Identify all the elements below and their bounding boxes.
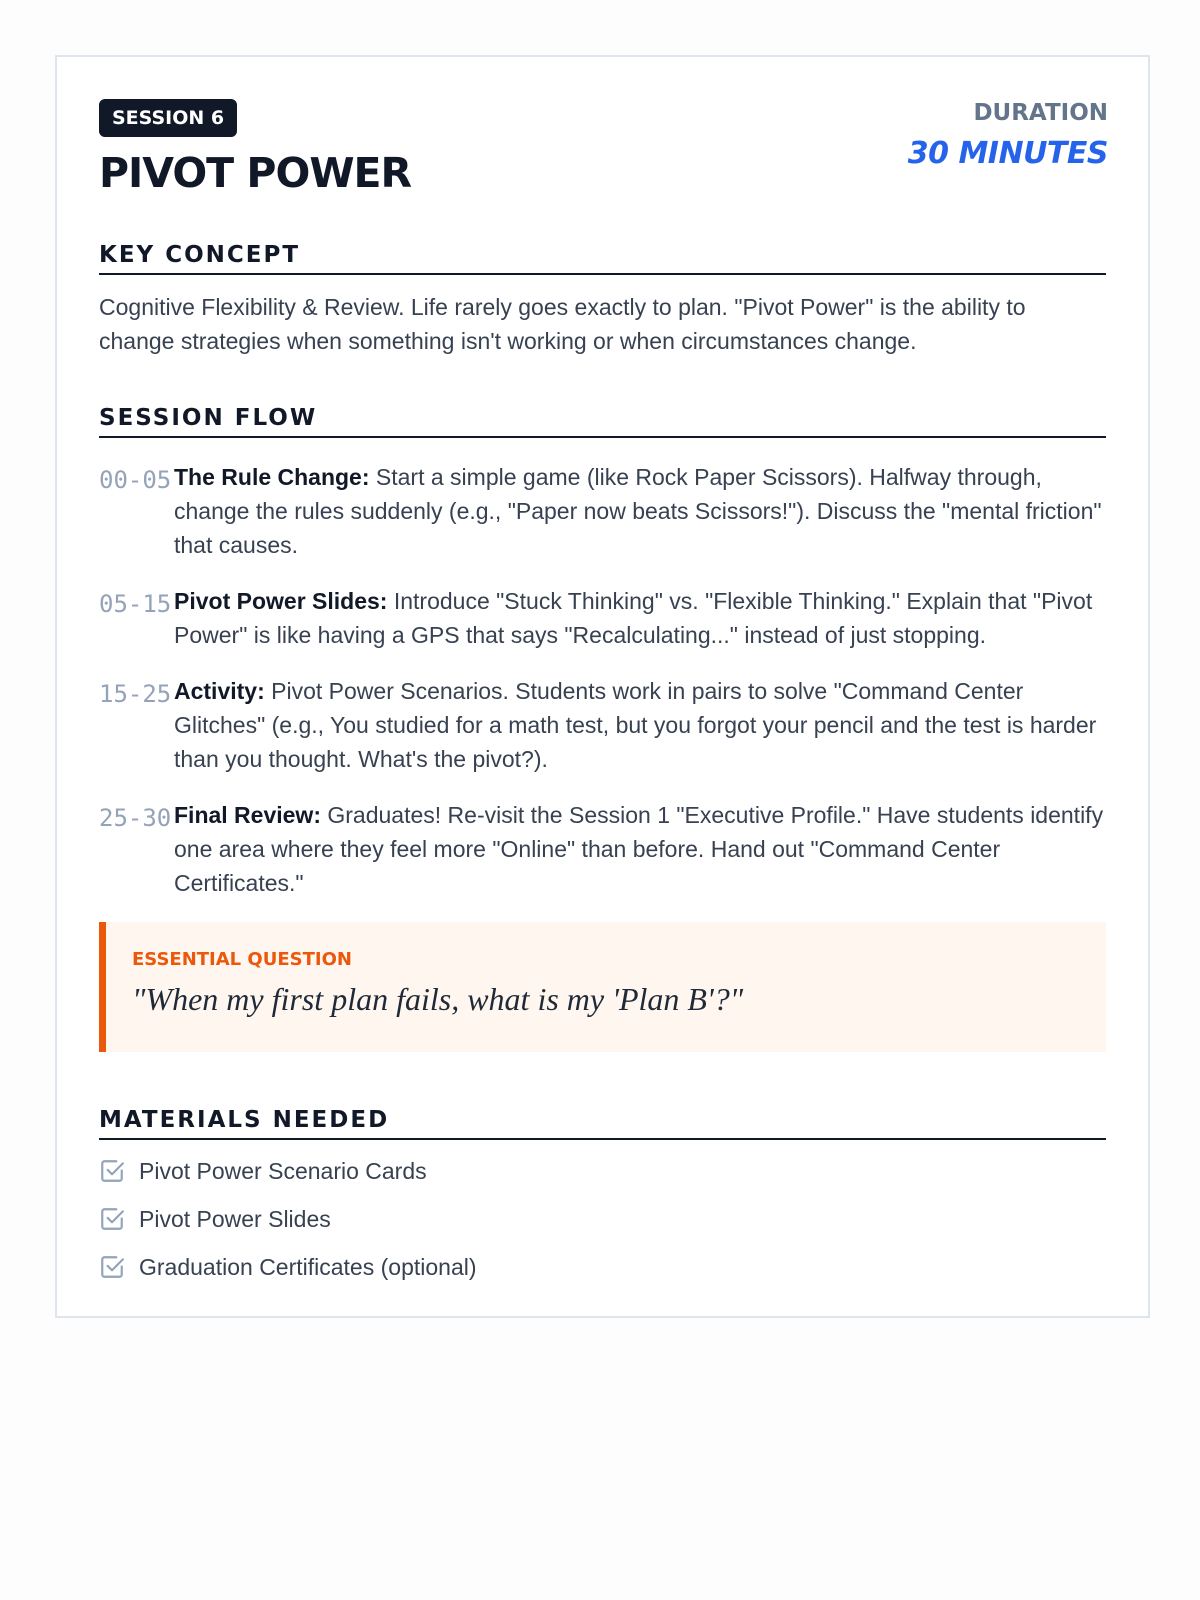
flow-item [99,798,1106,900]
flow-item [99,674,1106,776]
flow-time: 15-25 [99,680,172,708]
essential-question-label: ESSENTIAL QUESTION [132,949,352,970]
materials-heading: MATERIALS NEEDED [99,1106,1106,1140]
flow-item [99,460,1106,562]
material-label: Graduation Certificates (optional) [139,1254,477,1280]
session-flow-list [99,460,1106,900]
flow-text: Start a simple game (like Rock Paper Scissors). Halfway through, change the rules suddenly (e.g., "Paper now beats Scissors!"). Discuss the "mental friction" that causes. [174,464,1102,558]
key-concept-text: Cognitive Flexibility & Review. Life rarely goes exactly to plan. "Pivot Power" is the ability to change strategies when something isn't working or when circumstances change. [99,294,1026,354]
material-label: Pivot Power Scenario Cards [139,1158,427,1184]
flow-text: Pivot Power Scenarios. Students work in pairs to solve "Command Center Glitches" (e.g., You studied for a math test, but you forgot your pencil and the test is harder than you thought. What's the pivot?). [174,678,1097,772]
flow-text: Introduce "Stuck Thinking" vs. "Flexible Thinking." Explain that "Pivot Power" is like having a GPS that says "Recalculating..." instead of just stopping. [174,588,1093,648]
checkbox-checked-icon [99,1206,139,1232]
session-badge: SESSION 6 [99,99,237,137]
flow-body [174,584,1106,652]
flow-title: Activity: [174,678,265,704]
flow-text: Graduates! Re-visit the Session 1 "Executive Profile." Have students identify one area where they feel more "Online" than before. Hand out "Command Center Certificates." [174,802,1104,896]
essential-question-text: "When my first plan fails, what is my 'Plan B'?" [132,981,744,1017]
flow-body [174,460,1106,562]
flow-item [99,584,1106,652]
checkbox-checked-icon [99,1254,139,1280]
flow-title: Final Review: [174,802,321,828]
flow-body [174,674,1106,776]
material-item [99,1204,610,1234]
key-concept-heading: KEY CONCEPT [99,241,1106,275]
materials-list [99,1156,1106,1300]
session-card [55,55,1150,1318]
duration-label: DURATION [973,100,1108,126]
flow-time: 05-15 [99,590,172,618]
material-label: Pivot Power Slides [139,1206,331,1232]
material-item [99,1252,610,1282]
flow-title: Pivot Power Slides: [174,588,388,614]
duration-block [908,99,1108,171]
duration-value: 30 MINUTES [907,136,1108,171]
material-item [99,1156,610,1186]
session-header [99,99,1106,199]
flow-body [174,798,1106,900]
flow-time: 00-05 [99,466,172,494]
flow-time: 25-30 [99,804,172,832]
essential-question-box [99,922,1106,1052]
checkbox-checked-icon [99,1158,139,1184]
page-title: PIVOT POWER [99,149,412,197]
session-flow-heading: SESSION FLOW [99,404,1106,438]
flow-title: The Rule Change: [174,464,370,490]
